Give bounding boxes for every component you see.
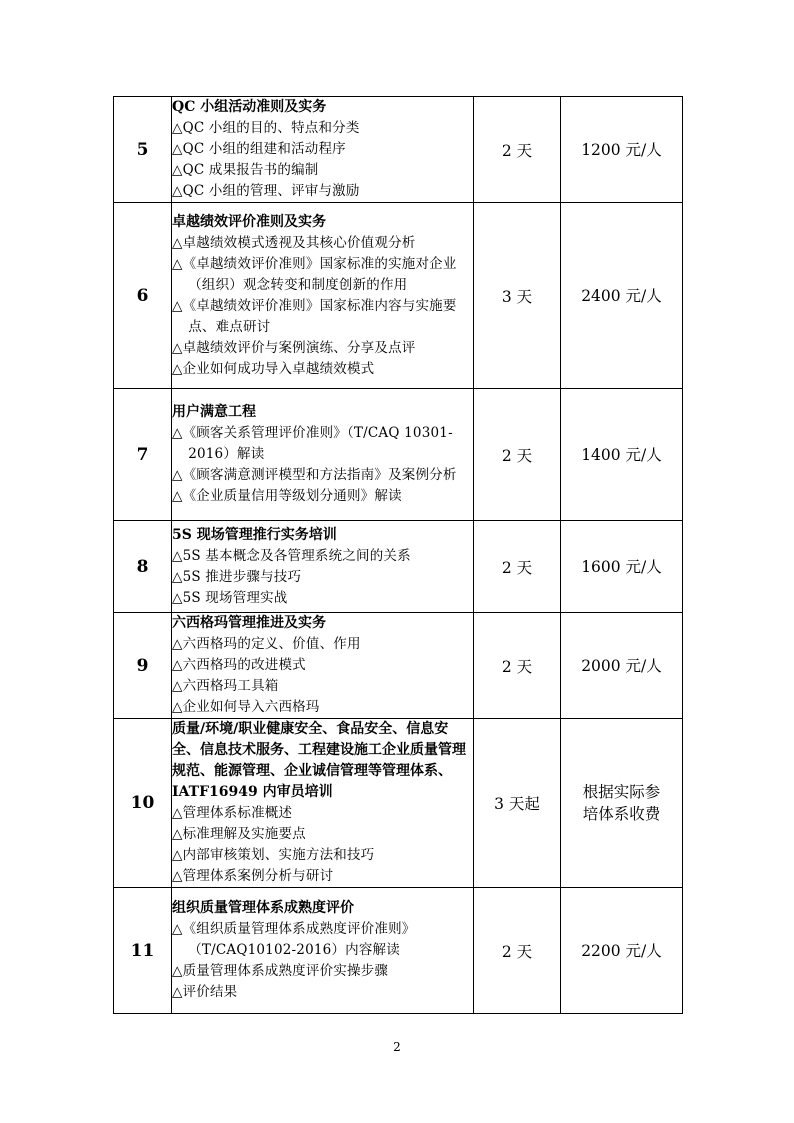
course-topic: △卓越绩效模式透视及其核心价值观分析: [172, 234, 416, 251]
course-number: 5: [114, 97, 172, 203]
course-content: [172, 521, 474, 613]
course-topic: △5S 推进步骤与技巧: [172, 568, 302, 585]
course-title: 用户满意工程: [172, 404, 256, 420]
course-content: [172, 203, 474, 389]
course-topic: △QC 小组的目的、特点和分类: [172, 120, 360, 136]
course-title: 质量/环境/职业健康安全、食品安全、信息安全、信息技术服务、工程建设施工企业质量管理规范、能源管理、企业诚信管理等管理体系、IATF16949 内审员培训: [172, 721, 466, 800]
course-number: 10: [114, 719, 172, 888]
course-topic-list: [172, 919, 473, 1003]
course-title: 组织质量管理体系成熟度评价: [172, 900, 354, 916]
course-duration: 2 天: [474, 97, 561, 203]
course-topic: △QC 小组的组建和活动程序: [172, 141, 346, 157]
course-topic: △QC 成果报告书的编制: [172, 162, 319, 178]
course-topic: △QC 小组的管理、评审与激励: [172, 183, 360, 199]
course-topic: △企业如何成功导入卓越绩效模式: [172, 360, 375, 377]
course-content: [172, 888, 474, 1014]
course-row: [114, 613, 683, 719]
course-row: [114, 389, 683, 521]
course-table-body: [114, 97, 683, 1014]
course-title: QC 小组活动准则及实务: [172, 99, 327, 115]
course-row: [114, 719, 683, 888]
course-fee-cell: [561, 97, 683, 203]
course-topic: △5S 现场管理实战: [172, 589, 288, 606]
course-row: [114, 203, 683, 389]
course-row: [114, 888, 683, 1014]
course-topic: △管理体系案例分析与研讨: [172, 868, 334, 884]
course-duration: 3 天起: [474, 719, 561, 888]
course-topic-list: [172, 423, 473, 507]
course-topic: △六西格玛的定义、价值、作用: [172, 636, 361, 652]
course-topic-list: [172, 118, 473, 202]
course-topic: △内部审核策划、实施方法和技巧: [172, 847, 375, 863]
course-topic: △六西格玛工具箱: [172, 678, 279, 694]
course-topic: △管理体系标准概述: [172, 805, 293, 821]
course-fee-cell: [561, 719, 683, 888]
course-duration: 2 天: [474, 521, 561, 613]
course-topic: △《卓越绩效评价准则》国家标准的实施对企业（组织）观念转变和制度创新的作用: [172, 255, 457, 293]
course-fee-cell: [561, 389, 683, 521]
course-fee: 1200 元/人: [581, 140, 662, 159]
course-fee-cell: [561, 521, 683, 613]
course-fee: 根据实际参培体系收费: [582, 783, 661, 823]
course-topic: △《组织质量管理体系成熟度评价准则》（T/CAQ10102-2016）内容解读: [172, 921, 416, 958]
course-topic: △《顾客关系管理评价准则》（T/CAQ 10301-2016）解读: [172, 425, 453, 462]
course-fee-cell: [561, 888, 683, 1014]
course-topic: △《企业质量信用等级划分通则》解读: [172, 488, 402, 504]
course-number: 11: [114, 888, 172, 1014]
course-fee-cell: [561, 613, 683, 719]
course-fee: 2200 元/人: [581, 941, 662, 960]
course-topic: △5S 基本概念及各管理系统之间的关系: [172, 547, 411, 564]
course-topic-list: [172, 546, 473, 609]
course-topic: △标准理解及实施要点: [172, 826, 306, 842]
course-title: 5S 现场管理推行实务培训: [172, 526, 337, 543]
course-duration: 2 天: [474, 888, 561, 1014]
course-content: [172, 613, 474, 719]
course-content: [172, 97, 474, 203]
course-table: [113, 96, 683, 1014]
course-topic-list: [172, 233, 473, 380]
course-number: 9: [114, 613, 172, 719]
course-topic: △质量管理体系成熟度评价实操步骤: [172, 963, 389, 979]
course-fee-cell: [561, 203, 683, 389]
course-row: [114, 521, 683, 613]
course-duration: 2 天: [474, 389, 561, 521]
course-fee: 1400 元/人: [581, 445, 662, 464]
course-topic-list: [172, 634, 473, 718]
course-title: 卓越绩效评价准则及实务: [172, 213, 326, 230]
course-topic-list: [172, 803, 473, 887]
course-title: 六西格玛管理推进及实务: [172, 615, 326, 631]
course-topic: △六西格玛的改进模式: [172, 657, 306, 673]
course-content: [172, 389, 474, 521]
course-topic: △卓越绩效评价与案例演练、分享及点评: [172, 339, 416, 356]
course-number: 6: [114, 203, 172, 389]
course-content: [172, 719, 474, 888]
course-fee: 1600 元/人: [581, 557, 662, 576]
course-duration: 3 天: [474, 203, 561, 389]
course-topic: △评价结果: [172, 984, 238, 1000]
course-number: 8: [114, 521, 172, 613]
course-duration: 2 天: [474, 613, 561, 719]
course-number: 7: [114, 389, 172, 521]
page-number: 2: [393, 1040, 401, 1054]
course-fee: 2000 元/人: [581, 656, 662, 675]
course-topic: △《卓越绩效评价准则》国家标准内容与实施要点、难点研讨: [172, 297, 457, 335]
course-row: [114, 97, 683, 203]
course-fee: 2400 元/人: [581, 286, 662, 305]
course-topic: △企业如何导入六西格玛: [172, 699, 320, 715]
course-topic: △《顾客满意测评模型和方法指南》及案例分析: [172, 467, 457, 483]
